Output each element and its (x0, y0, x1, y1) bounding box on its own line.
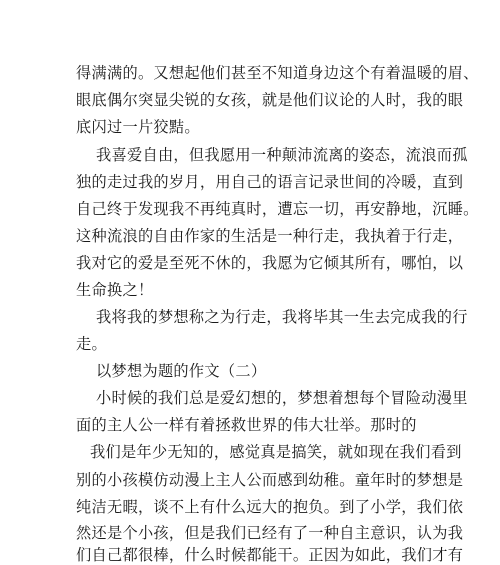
text-line: 底闪过一片狡黠。 (76, 118, 200, 136)
text-line: 自己终于发现我不再纯真时，遭忘一切，再安静地，沉睡。 (76, 200, 479, 218)
text-line: 独的走过我的岁月，用自己的语言记录世间的冷暖，直到 (76, 173, 464, 191)
text-line: 小时候的我们总是爱幻想的，梦想着想每个冒险动漫里 (96, 389, 468, 407)
text-line: 纯洁无暇，谈不上有什么远大的抱负。到了小学，我们依 (76, 498, 464, 516)
text-line: 这种流浪的自由作家的生活是一种行走，我执着于行走， (76, 227, 464, 245)
text-line: 得满满的。又想起他们甚至不知道身边这个有着温暖的眉、 (76, 64, 479, 82)
text-line: 我将我的梦想称之为行走，我将毕其一生去完成我的行 (96, 308, 468, 326)
text-line: 生命换之！ (76, 281, 154, 299)
text-line: 然还是个小孩，但是我们已经有了一种自主意识，认为我 (76, 524, 464, 542)
section-heading: 以梦想为题的作文（二） (96, 362, 267, 380)
text-line: 走。 (76, 335, 107, 353)
text-line: 我对它的爱是至死不休的，我愿为它倾其所有，哪怕，以 (76, 254, 464, 272)
text-line: 面的主人公一样有着拯救世界的伟大壮举。那时的 (76, 416, 417, 434)
text-line: 眼底偶尔突显尖锐的女孩，就是他们议论的人时，我的眼 (76, 91, 464, 109)
text-line: 我喜爱自由，但我愿用一种颠沛流离的姿态，流浪而孤 (96, 146, 468, 164)
text-line: 们自己都很棒，什么时候都能干。正因为如此，我们才有 (76, 546, 464, 564)
text-line: 我们是年少无知的，感觉真是搞笑，就如现在我们看到 (90, 443, 462, 461)
text-line: 别的小孩模仿动漫上主人公而感到幼稚。童年时的梦想是 (76, 471, 464, 489)
